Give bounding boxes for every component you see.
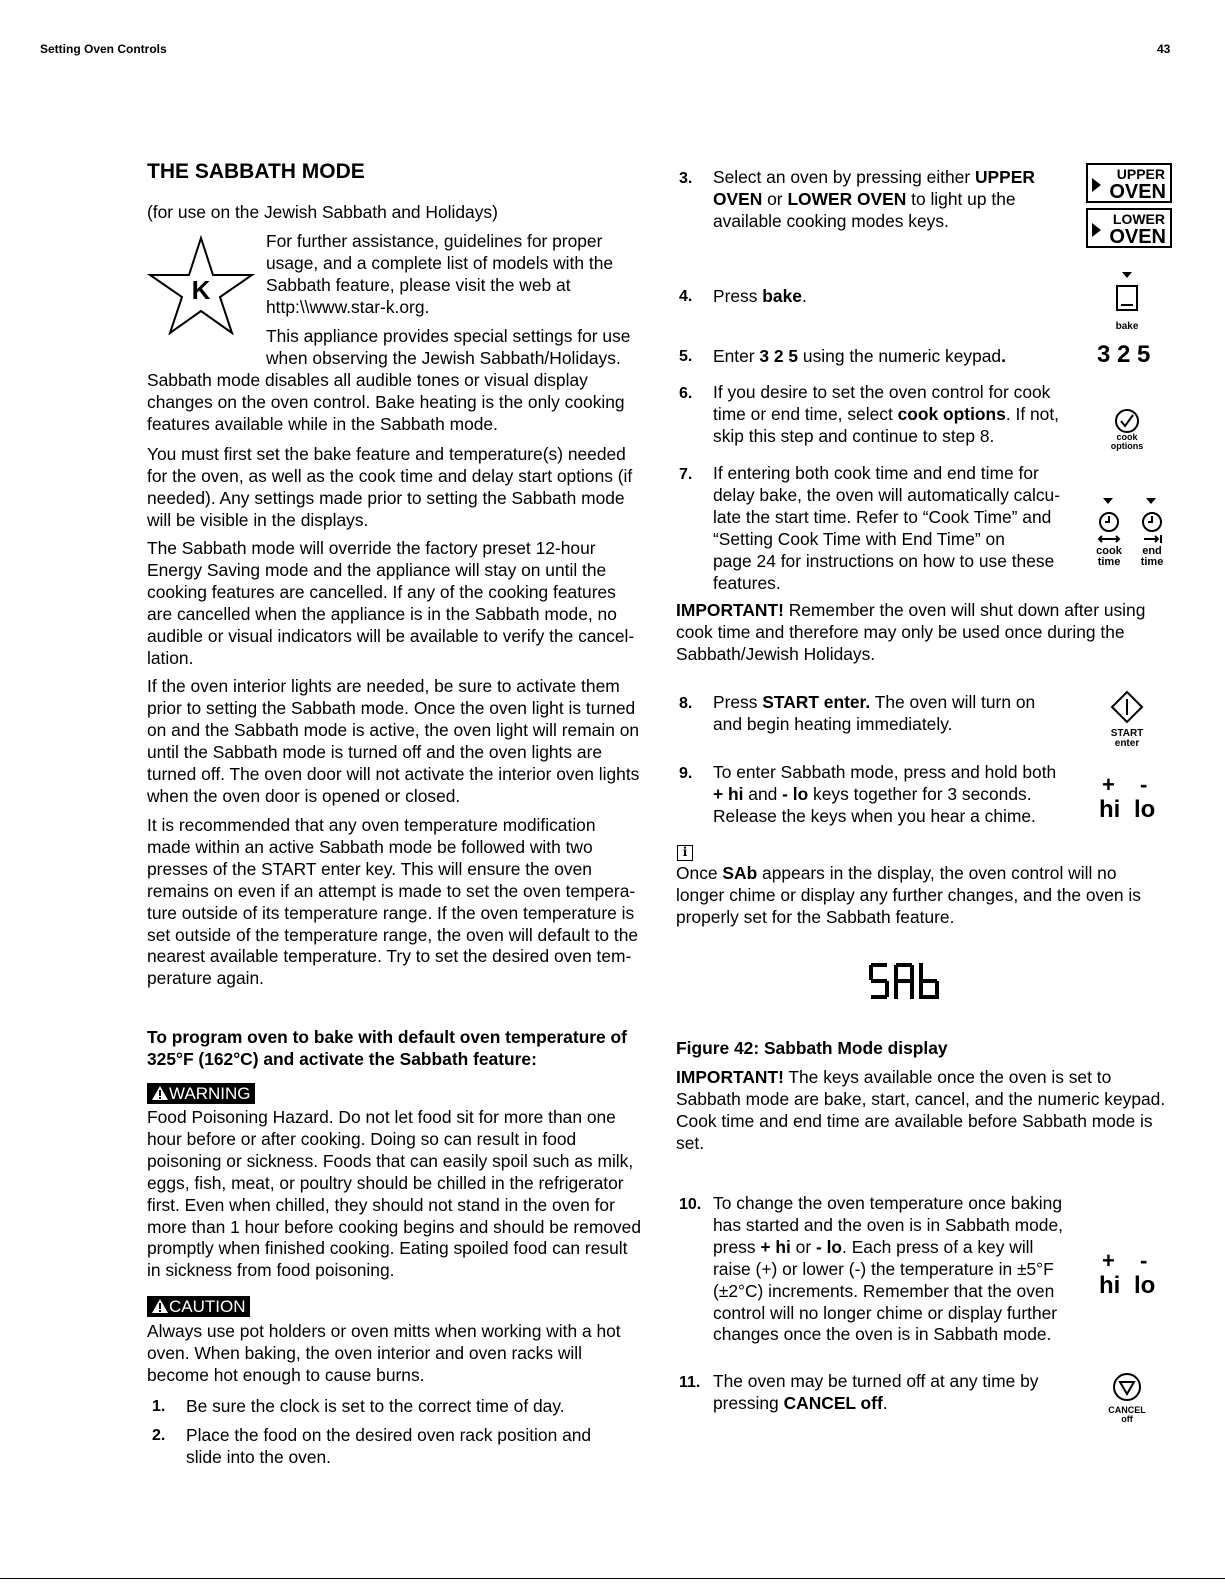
- cancel-off-key[interactable]: [1112, 1372, 1142, 1402]
- warning-triangle-icon: [151, 1085, 169, 1101]
- lo-key[interactable]: lo: [1134, 796, 1156, 823]
- end-time-key[interactable]: [1139, 510, 1165, 544]
- cook-time-key[interactable]: [1096, 510, 1122, 544]
- hi-key[interactable]: hi: [1099, 1272, 1121, 1299]
- info-icon: i: [677, 845, 693, 861]
- paragraph-5: It is recommended that any oven temperature modification made within an active Sabbath mode be followed with two presses of the START enter key. This will ensure the oven remains on even if an attempt is made to set the oven tempera- ture outside of its temperature range. If the oven temperature is set outside of the temperature range, the oven will default to the nearest available temperature. Try to set the desired oven tem- perature again.: [147, 815, 639, 989]
- step-6-number: 6.: [679, 385, 693, 402]
- caution-triangle-icon: [151, 1298, 169, 1314]
- paragraph-1a: This appliance provides special settings for use when observing the Jewish Sabbath/Holidays.: [266, 326, 631, 368]
- sabbath-display: [868, 962, 942, 1002]
- start-enter-label: START enter: [1110, 728, 1144, 749]
- arrow-right-icon: [1092, 223, 1101, 237]
- step-8-number: 8.: [679, 695, 693, 712]
- end-time-label: end time: [1140, 545, 1164, 568]
- running-header: Setting Oven Controls: [40, 42, 167, 56]
- step-11-number: 11.: [679, 1374, 701, 1391]
- step-9-number: 9.: [679, 765, 693, 782]
- paragraph-4: If the oven interior lights are needed, be sure to activate them prior to setting the Sabbath mode. Once the oven light is turned on and the Sabbath mode is active, the oven light will remain on until the Sabbath mode is turned off and the oven lights are turned off. The oven door will not activate the interior oven lights when the oven door is opened or closed.: [147, 676, 640, 806]
- step-7-text: If entering both cook time and end time for delay bake, the oven will automatically calcu- late the start time. Refer to “Cook Time” and “Setting Cook Time with End Time” on page 24 for instructions on how to use these features.: [713, 463, 1061, 593]
- step-2-text: Place the food on the desired oven rack position and slide into the oven.: [186, 1425, 592, 1467]
- minus-symbol: -: [1140, 1248, 1148, 1273]
- bake-key-label: bake: [1115, 321, 1139, 332]
- caution-text: Always use pot holders or oven mitts when working with a hot oven. When baking, the oven interior and oven racks will become hot enough to cause burns.: [147, 1321, 621, 1385]
- step-4-text: Press bake.: [713, 286, 807, 306]
- step-7-number: 7.: [679, 466, 693, 483]
- page-bottom-rule: [0, 1578, 1225, 1579]
- step-5-text: Enter 3 2 5 using the numeric keypad.: [713, 346, 1006, 366]
- minus-symbol: -: [1140, 772, 1148, 797]
- star-k-logo: [146, 235, 256, 335]
- step-2-number: 2.: [152, 1427, 166, 1444]
- step-3-text: Select an oven by pressing either UPPER OVEN or LOWER OVEN to light up the available cooking modes keys.: [713, 167, 1035, 231]
- cook-options-label: cook options: [1110, 432, 1144, 451]
- section-title: THE SABBATH MODE: [147, 160, 365, 183]
- plus-symbol: +: [1102, 1248, 1115, 1273]
- indicator-triangle-icon: [1103, 498, 1113, 504]
- step-10-number: 10.: [679, 1196, 702, 1213]
- important-note-2: IMPORTANT! The keys available once the oven is set to Sabbath mode are bake, start, cancel, and the numeric keypad. Cook time and end time are available before Sabbath mode is set.: [676, 1067, 1166, 1153]
- arrow-right-icon: [1092, 178, 1101, 192]
- start-enter-key[interactable]: [1110, 690, 1144, 724]
- warning-text: Food Poisoning Hazard. Do not let food sit for more than one hour before or after cooking. Doing so can result in food poisoning or sickness. Foods that can easily spoil such as milk, eggs, fish, meat, or poultry should be chilled in the refrigerator first. Even when chilled, they should not stand in the oven for more than 1 hour before cooking begins and should be removed promptly when finished cooking. Eating spoiled food can result in sickness from food poisoning.: [147, 1107, 642, 1281]
- step-1-number: 1.: [152, 1398, 166, 1415]
- step-11-text: The oven may be turned off at any time by pressing CANCEL off.: [713, 1371, 1039, 1413]
- step-10-text: To change the oven temperature once baking has started and the oven is in Sabbath mode, press + hi or - lo. Each press of a key will raise (+) or lower (-) the temperature in ±5°F (±2°C) increments. Remember that the oven control will no longer chime or display further changes once the oven is in Sabbath mode.: [713, 1193, 1063, 1345]
- bake-key[interactable]: [1116, 285, 1138, 311]
- intro-text: For further assistance, guidelines for proper usage, and a complete list of models with the Sabbath feature, please visit the web at http:\\www.star-k.org.: [266, 231, 614, 317]
- step-3-number: 3.: [679, 170, 693, 187]
- step-6-text: If you desire to set the oven control for cook time or end time, select cook options. If not, skip this step and continue to step 8.: [713, 382, 1059, 446]
- caution-badge: [147, 1296, 250, 1317]
- paragraph-2: You must first set the bake feature and temperature(s) needed for the oven, as well as the cook time and delay start options (if needed). Any settings made prior to setting the Sabbath mode will be visible in the displays.: [147, 444, 633, 530]
- step-1-text: Be sure the clock is set to the correct time of day.: [186, 1396, 565, 1416]
- section-subtitle: (for use on the Jewish Sabbath and Holidays): [147, 202, 498, 222]
- indicator-triangle-icon: [1122, 272, 1132, 278]
- keypad-value: 3 2 5: [1097, 341, 1151, 368]
- step-9-text: To enter Sabbath mode, press and hold both + hi and - lo keys together for 3 seconds. Release the keys when you hear a chime.: [713, 762, 1057, 826]
- caution-label: CAUTION: [169, 1297, 246, 1316]
- paragraph-1b: Sabbath mode disables all audible tones or visual display changes on the oven control. Bake heating is the only cooking features available while in the Sabbath mode.: [147, 370, 625, 434]
- program-heading: To program oven to bake with default oven temperature of 325°F (162°C) and activate the Sabbath feature:: [147, 1027, 627, 1069]
- plus-symbol: +: [1102, 772, 1115, 797]
- warning-label: WARNING: [169, 1084, 251, 1103]
- cook-options-key[interactable]: [1114, 408, 1140, 434]
- step-5-number: 5.: [679, 348, 693, 365]
- cancel-off-label: CANCEL off: [1108, 1405, 1146, 1424]
- sab-note: Once SAb appears in the display, the oven control will no longer chime or display any further changes, and the oven is properly set for the Sabbath feature.: [676, 863, 1141, 927]
- hi-key[interactable]: hi: [1099, 796, 1121, 823]
- page-number: 43: [1157, 42, 1171, 56]
- step-4-number: 4.: [679, 288, 693, 305]
- step-8-text: Press START enter. The oven will turn on and begin heating immediately.: [713, 692, 1036, 734]
- logo-letter: K: [191, 275, 211, 305]
- paragraph-3: The Sabbath mode will override the factory preset 12-hour Energy Saving mode and the appliance will stay on until the cooking features are cancelled. If any of the cooking features are cancelled when the appliance is in the Sabbath mode, no audible or visual indicators will be available to verify the cancel- lation.: [147, 538, 635, 668]
- lower-oven-key[interactable]: LOWER OVEN: [1086, 208, 1172, 248]
- figure-caption: Figure 42: Sabbath Mode display: [676, 1038, 948, 1058]
- cook-time-label: cook time: [1096, 545, 1122, 568]
- warning-badge: [147, 1083, 255, 1104]
- lo-key[interactable]: lo: [1134, 1272, 1156, 1299]
- upper-oven-key[interactable]: UPPER OVEN: [1086, 163, 1172, 203]
- indicator-triangle-icon: [1146, 498, 1156, 504]
- important-note-1: IMPORTANT! Remember the oven will shut down after using cook time and therefore may only be used once during the Sabbath/Jewish Holidays.: [676, 600, 1146, 664]
